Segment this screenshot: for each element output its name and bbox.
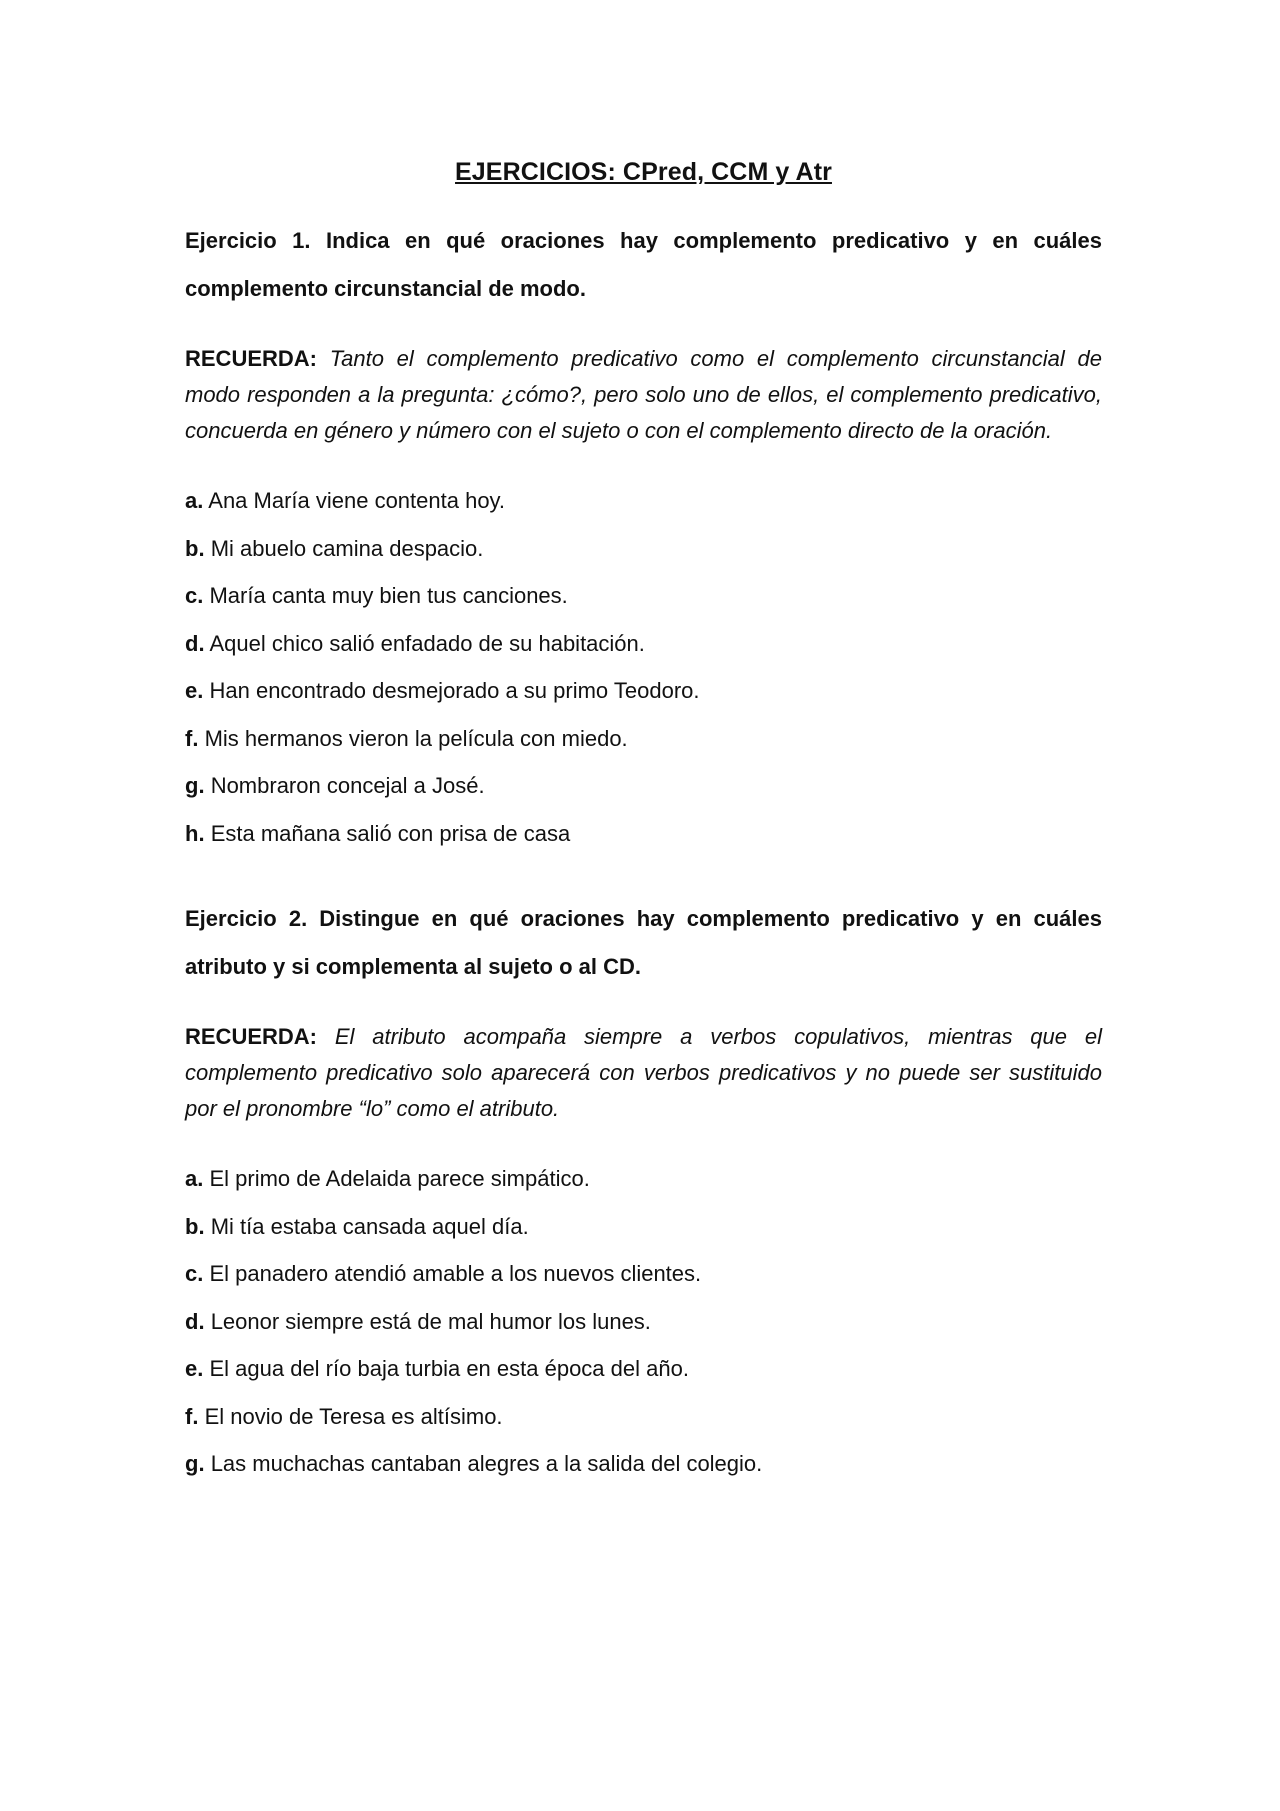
item-letter: c. bbox=[185, 1261, 204, 1286]
item-text: Nombraron concejal a José. bbox=[210, 773, 485, 798]
section-spacer bbox=[185, 857, 1102, 895]
item-letter: g. bbox=[185, 1451, 205, 1476]
list-item bbox=[185, 715, 1102, 763]
item-letter: c. bbox=[185, 583, 204, 608]
list-item bbox=[185, 525, 1102, 573]
exercise-1-recall bbox=[185, 341, 1102, 449]
list-item bbox=[185, 1155, 1102, 1203]
item-text: Aquel chico salió enfadado de su habitación. bbox=[209, 630, 645, 656]
item-letter: h. bbox=[185, 820, 205, 846]
item-letter: b. bbox=[185, 535, 205, 561]
item-letter: d. bbox=[185, 630, 205, 656]
exercise-2-heading: Ejercicio 2. Distingue en qué oraciones hay complemento predicativo y en cuáles atributo y si complementa al sujeto o al CD. bbox=[185, 906, 1102, 979]
item-text: Ana María viene contenta hoy. bbox=[208, 488, 506, 513]
item-text: El agua del río baja turbia en esta época del año. bbox=[209, 1356, 689, 1381]
exercise-1-list bbox=[185, 477, 1102, 857]
item-letter: a. bbox=[185, 1166, 204, 1191]
list-item bbox=[185, 1203, 1102, 1251]
document-title: EJERCICIOS: CPred, CCM y Atr bbox=[455, 158, 832, 186]
list-item bbox=[185, 477, 1102, 525]
exercise-2-list bbox=[185, 1155, 1102, 1488]
item-text: María canta muy bien tus canciones. bbox=[209, 583, 568, 608]
item-letter: b. bbox=[185, 1213, 205, 1239]
list-item bbox=[185, 1440, 1102, 1488]
exercise-1 bbox=[185, 217, 1102, 857]
item-text: El novio de Teresa es altísimo. bbox=[204, 1403, 503, 1429]
list-item bbox=[185, 1298, 1102, 1346]
list-item bbox=[185, 572, 1102, 620]
list-item bbox=[185, 1345, 1102, 1393]
exercise-2 bbox=[185, 895, 1102, 1488]
exercise-1-heading: Ejercicio 1. Indica en qué oraciones hay complemento predicativo y en cuáles complemento circunstancial de modo. bbox=[185, 228, 1102, 301]
item-letter: f. bbox=[185, 1403, 199, 1429]
list-item bbox=[185, 667, 1102, 715]
recall-label: RECUERDA: bbox=[185, 346, 317, 371]
item-text: Mi tía estaba cansada aquel día. bbox=[210, 1213, 529, 1239]
document-content bbox=[185, 150, 1102, 1488]
item-letter: g. bbox=[185, 773, 205, 798]
item-letter: e. bbox=[185, 1356, 204, 1381]
list-item bbox=[185, 1250, 1102, 1298]
item-letter: d. bbox=[185, 1308, 205, 1334]
item-text: Las muchachas cantaban alegres a la salida del colegio. bbox=[210, 1451, 763, 1476]
item-letter: a. bbox=[185, 488, 204, 513]
item-letter: f. bbox=[185, 725, 199, 751]
item-letter: e. bbox=[185, 678, 204, 703]
item-text: El panadero atendió amable a los nuevos clientes. bbox=[209, 1261, 702, 1286]
list-item bbox=[185, 810, 1102, 858]
list-item bbox=[185, 620, 1102, 668]
recall-text: Tanto el complemento predicativo como el complemento circunstancial de modo responden a la pregunta: ¿cómo?, pero solo uno de ellos, el complemento predicativo, concuerda en género y número con el sujeto o con el complemento directo de la oración. bbox=[185, 346, 1102, 443]
item-text: Han encontrado desmejorado a su primo Teodoro. bbox=[209, 678, 700, 703]
item-text: Mi abuelo camina despacio. bbox=[210, 535, 484, 561]
item-text: Esta mañana salió con prisa de casa bbox=[210, 820, 571, 846]
item-text: Leonor siempre está de mal humor los lunes. bbox=[210, 1308, 651, 1334]
recall-label: RECUERDA: bbox=[185, 1024, 317, 1049]
list-item bbox=[185, 1393, 1102, 1441]
item-text: Mis hermanos vieron la película con miedo. bbox=[204, 725, 628, 751]
list-item bbox=[185, 762, 1102, 810]
item-text: El primo de Adelaida parece simpático. bbox=[209, 1166, 590, 1191]
exercise-2-recall bbox=[185, 1019, 1102, 1127]
recall-text: El atributo acompaña siempre a verbos copulativos, mientras que el complemento predicativo solo aparecerá con verbos predicativos y no puede ser sustituido por el pronombre “lo” como el atributo. bbox=[185, 1024, 1102, 1121]
